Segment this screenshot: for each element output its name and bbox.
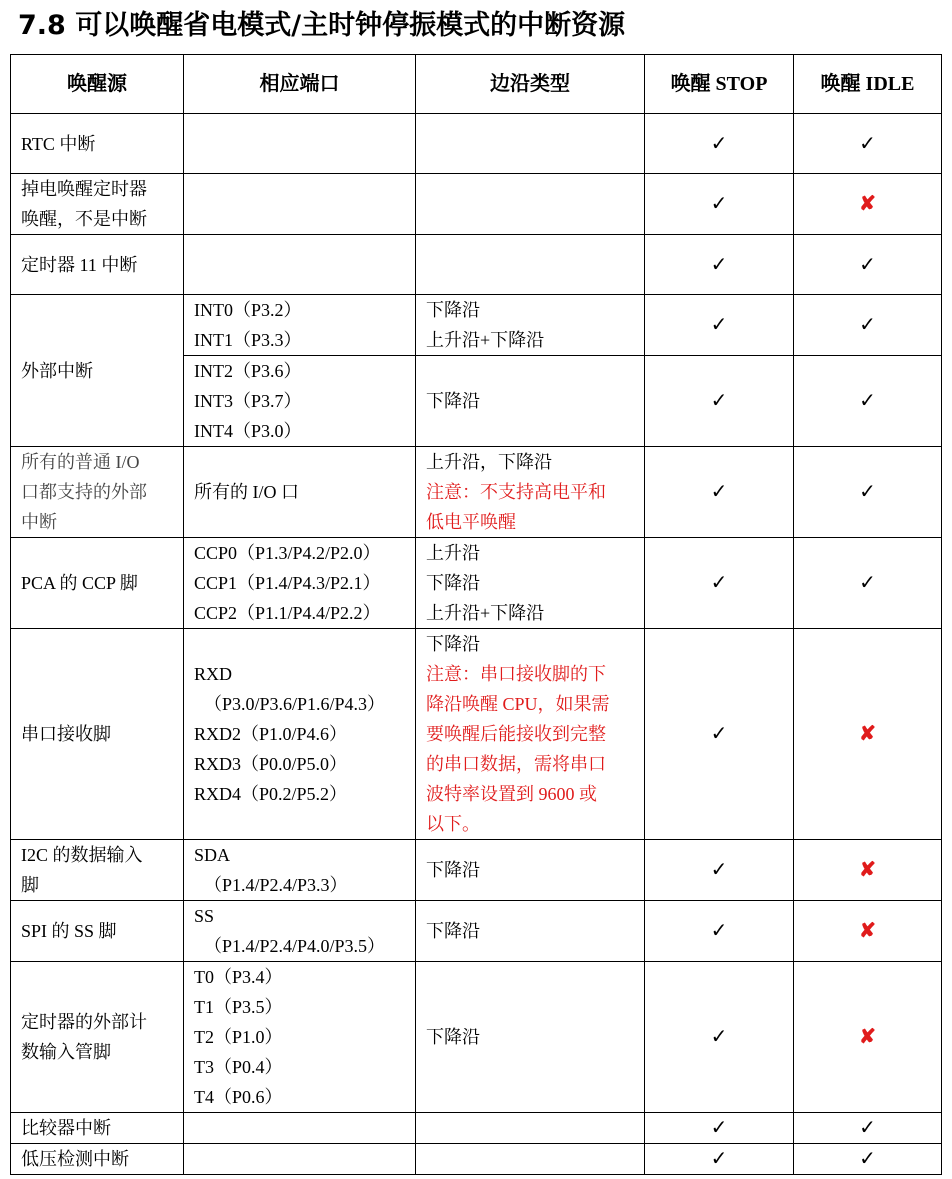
check-icon: ✓	[859, 572, 876, 594]
port-line: INT1（P3.3）	[194, 330, 302, 350]
stop-cell	[645, 901, 794, 962]
check-icon: ✓	[859, 314, 876, 336]
idle-cell	[794, 295, 942, 356]
table-row	[11, 538, 942, 629]
stop-cell	[645, 962, 794, 1113]
port-cell	[184, 629, 416, 840]
source-line: 定时器的外部计	[21, 1012, 147, 1032]
table-row	[11, 114, 942, 174]
port-line: （P1.4/P2.4/P3.3）	[204, 875, 348, 895]
port-line: CCP1（P1.4/P4.3/P2.1）	[194, 573, 381, 593]
port-cell	[184, 1144, 416, 1175]
source-cell: 定时器 11 中断	[11, 235, 184, 295]
check-icon: ✓	[710, 1148, 728, 1170]
check-icon: ✓	[859, 253, 876, 276]
port-cell	[184, 295, 416, 356]
stop-cell	[645, 538, 794, 629]
source-cell	[11, 447, 184, 538]
warning-note: 注意：串口接收脚的下	[426, 664, 606, 684]
check-icon: ✓	[859, 132, 876, 155]
section-title: 7.8 可以唤醒省电模式/主时钟停振模式的中断资源	[18, 10, 626, 41]
check-icon: ✓	[859, 1148, 876, 1170]
port-line: （P1.4/P2.4/P4.0/P3.5）	[204, 936, 386, 956]
header-wakeup-source: 唤醒源	[11, 55, 184, 114]
stop-cell	[645, 1113, 794, 1144]
port-line: （P3.0/P3.6/P1.6/P4.3）	[204, 694, 386, 714]
edge-cell	[416, 174, 645, 235]
source-cell: 低压检测中断	[11, 1144, 184, 1175]
source-cell: SPI 的 SS 脚	[11, 901, 184, 962]
table-row	[11, 962, 942, 1113]
source-line: 数输入管脚	[21, 1042, 111, 1062]
port-line: T1（P3.5）	[194, 997, 283, 1017]
port-line: SDA	[194, 845, 231, 865]
port-cell	[184, 538, 416, 629]
warning-note: 降沿唤醒 CPU，如果需	[426, 694, 610, 714]
check-icon: ✓	[859, 1117, 876, 1139]
edge-cell: 下降沿	[416, 901, 645, 962]
edge-line: 下降沿	[426, 391, 480, 411]
check-icon: ✓	[710, 314, 728, 336]
check-icon: ✓	[710, 390, 728, 412]
port-line: CCP0（P1.3/P4.2/P2.0）	[194, 543, 381, 563]
table-row	[11, 447, 942, 538]
check-icon: ✓	[710, 920, 728, 942]
edge-cell	[416, 356, 645, 447]
edge-cell	[416, 1144, 645, 1175]
edge-cell	[416, 295, 645, 356]
edge-line: 上升沿+下降沿	[426, 603, 545, 623]
source-line: 所有的普通 I/O	[21, 452, 140, 472]
header-port: 相应端口	[184, 55, 416, 114]
check-icon: ✓	[710, 859, 728, 881]
port-cell	[184, 901, 416, 962]
source-line: 掉电唤醒定时器	[21, 179, 147, 199]
idle-cell	[794, 538, 942, 629]
check-icon: ✓	[710, 132, 728, 155]
stop-cell	[645, 235, 794, 295]
stop-cell	[645, 447, 794, 538]
warning-note: 波特率设置到 9600 或	[426, 784, 597, 804]
port-line: T0（P3.4）	[194, 967, 283, 987]
port-line: INT3（P3.7）	[194, 391, 302, 411]
port-line: T4（P0.6）	[194, 1087, 283, 1107]
cross-icon: ✘	[859, 859, 876, 881]
check-icon: ✓	[710, 1117, 728, 1139]
idle-cell	[794, 1113, 942, 1144]
check-icon: ✓	[859, 390, 876, 412]
stop-cell	[645, 356, 794, 447]
table-row	[11, 1144, 942, 1175]
cross-icon: ✘	[859, 193, 876, 215]
check-icon: ✓	[710, 1026, 728, 1048]
edge-cell: 下降沿	[416, 962, 645, 1113]
check-icon: ✓	[710, 193, 728, 215]
wakeup-source-table	[10, 54, 942, 1175]
port-cell	[184, 174, 416, 235]
idle-cell	[794, 235, 942, 295]
source-line: 口都支持的外部	[21, 482, 147, 502]
edge-line: 下降沿	[426, 634, 480, 654]
source-cell: 串口接收脚	[11, 629, 184, 840]
edge-cell: 下降沿	[416, 840, 645, 901]
check-icon: ✓	[859, 481, 876, 503]
cross-icon: ✘	[859, 1026, 876, 1048]
stop-cell	[645, 295, 794, 356]
check-icon: ✓	[710, 253, 728, 276]
idle-cell	[794, 114, 942, 174]
source-cell: 比较器中断	[11, 1113, 184, 1144]
source-line: 脚	[21, 875, 39, 895]
source-line: 中断	[21, 512, 57, 532]
table-row	[11, 840, 942, 901]
port-cell	[184, 962, 416, 1113]
header-wake-idle: 唤醒 IDLE	[794, 55, 942, 114]
source-cell	[11, 840, 184, 901]
port-line: RXD2（P1.0/P4.6）	[194, 724, 348, 744]
stop-cell	[645, 840, 794, 901]
idle-cell	[794, 901, 942, 962]
edge-line: 上升沿+下降沿	[426, 330, 545, 350]
source-cell: 外部中断	[11, 295, 184, 447]
edge-line: 下降沿	[426, 300, 480, 320]
idle-cell	[794, 174, 942, 235]
stop-cell	[645, 629, 794, 840]
port-line: CCP2（P1.1/P4.4/P2.2）	[194, 603, 381, 623]
table-row	[11, 629, 942, 840]
edge-cell	[416, 538, 645, 629]
stop-cell	[645, 114, 794, 174]
edge-cell	[416, 235, 645, 295]
port-line: INT4（P3.0）	[194, 421, 302, 441]
warning-note: 要唤醒后能接收到完整	[426, 724, 606, 744]
source-cell: PCA 的 CCP 脚	[11, 538, 184, 629]
idle-cell	[794, 447, 942, 538]
port-cell	[184, 356, 416, 447]
port-cell	[184, 840, 416, 901]
header-wake-stop: 唤醒 STOP	[645, 55, 794, 114]
edge-cell	[416, 629, 645, 840]
source-cell	[11, 174, 184, 235]
source-cell	[11, 962, 184, 1113]
idle-cell	[794, 840, 942, 901]
port-line: INT2（P3.6）	[194, 361, 302, 381]
port-cell	[184, 114, 416, 174]
warning-note: 低电平唤醒	[426, 512, 516, 532]
source-line: 唤醒，不是中断	[21, 209, 147, 229]
check-icon: ✓	[710, 572, 728, 594]
port-line: RXD4（P0.2/P5.2）	[194, 784, 348, 804]
header-edge-type: 边沿类型	[416, 55, 645, 114]
cross-icon: ✘	[859, 723, 876, 745]
table-row	[11, 1113, 942, 1144]
edge-cell	[416, 114, 645, 174]
source-cell: RTC 中断	[11, 114, 184, 174]
edge-cell	[416, 447, 645, 538]
edge-line: 上升沿	[426, 543, 480, 563]
stop-cell	[645, 174, 794, 235]
port-line: RXD	[194, 664, 233, 684]
idle-cell	[794, 629, 942, 840]
port-line: INT0（P3.2）	[194, 300, 302, 320]
check-icon: ✓	[710, 481, 728, 503]
idle-cell	[794, 356, 942, 447]
edge-cell	[416, 1113, 645, 1144]
warning-note: 注意：不支持高电平和	[426, 482, 606, 502]
port-line: T2（P1.0）	[194, 1027, 283, 1047]
source-line: I2C 的数据输入	[21, 845, 143, 865]
check-icon: ✓	[710, 723, 728, 745]
table-row	[11, 235, 942, 295]
idle-cell	[794, 1144, 942, 1175]
port-cell: 所有的 I/O 口	[184, 447, 416, 538]
port-line: T3（P0.4）	[194, 1057, 283, 1077]
edge-line: 上升沿，下降沿	[426, 452, 552, 472]
header-row	[11, 55, 942, 114]
table-row	[11, 295, 942, 356]
idle-cell	[794, 962, 942, 1113]
port-line: RXD3（P0.0/P5.0）	[194, 754, 348, 774]
table-row	[11, 174, 942, 235]
table-row	[11, 901, 942, 962]
warning-note: 的串口数据，需将串口	[426, 754, 606, 774]
edge-line: 下降沿	[426, 573, 480, 593]
cross-icon: ✘	[859, 920, 876, 942]
port-cell	[184, 1113, 416, 1144]
stop-cell	[645, 1144, 794, 1175]
warning-note: 以下。	[426, 814, 480, 834]
port-line: SS	[194, 906, 215, 926]
port-cell	[184, 235, 416, 295]
